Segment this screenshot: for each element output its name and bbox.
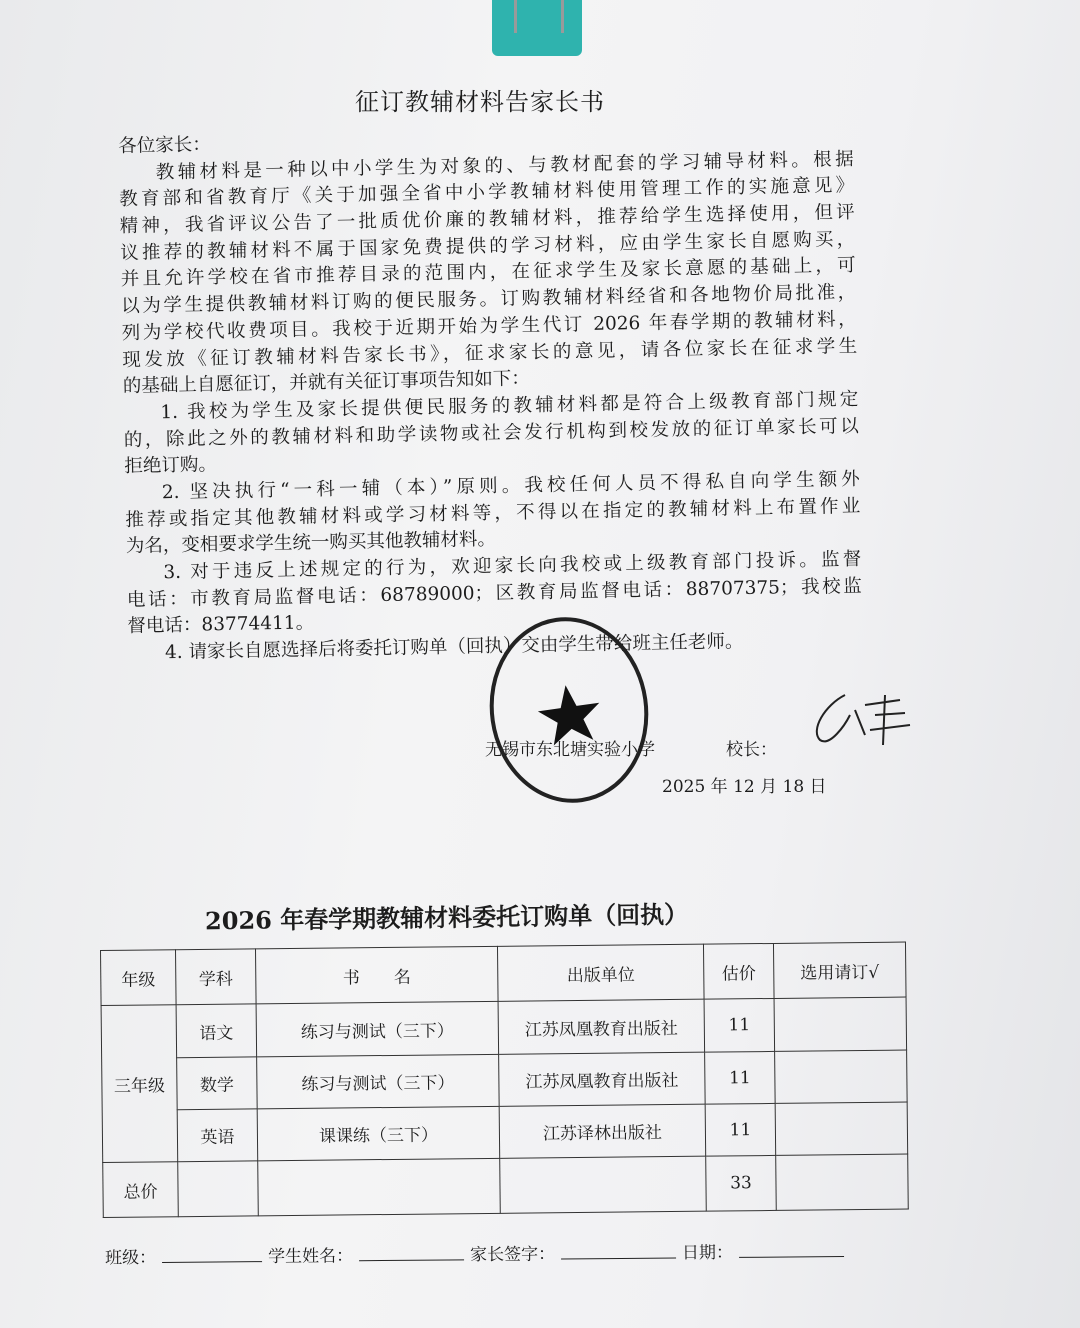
empty-cell [500,1156,707,1213]
header-select: 选用请订√ [773,942,906,998]
binder-clip [492,0,582,56]
letter-line: 精神，我省评议公告了一批质优价廉的教辅材料，推荐给学生选择使用，但评 [119,201,855,238]
date-label: 日期： [681,1242,734,1264]
letter-line: 议推荐的教辅材料不属于国家免费提供的学习材料，应由学生家长自愿购买， [120,228,856,264]
principal-label: 校长： [726,740,777,760]
student-name-field[interactable] [359,1240,464,1261]
letter-line: 电话：市教育局监督电话：68789000；区教育局监督电话：88707375；我校监 [126,575,863,611]
letter-line: 为名，变相要求学生统一购买其他教辅材料。 [125,529,497,558]
publisher-cell: 江苏凤凰教育出版社 [499,1052,706,1106]
letter-line: 推荐或指定其他教辅材料或学习材料等，不得以在指定的教辅材料上布置作业 [125,495,861,531]
price-cell: 11 [704,998,775,1052]
letter-line: 的，除此之外的教辅材料和助学读物或社会发行机构到校发放的征订单家长可以 [123,415,859,451]
letter-line: 教辅材料是一种以中小学生为对象的、与教材配套的学习辅导材料。根据 [155,148,854,183]
form-title: 2026 年春学期教辅材料委托订购单（回执） [204,899,689,936]
select-checkbox-cell[interactable] [775,1050,908,1103]
header-book: 书 名 [255,946,498,1004]
principal-signature [805,685,920,755]
letter-line: 的基础上自愿征订，并就有关征订事项告知如下： [122,368,530,398]
date-field[interactable] [739,1237,844,1258]
price-cell: 11 [705,1051,776,1104]
header-subject: 学科 [176,949,257,1005]
official-stamp [476,605,663,816]
publisher-cell: 江苏凤凰教育出版社 [498,999,705,1054]
publisher-cell: 江苏译林出版社 [499,1104,706,1158]
class-label: 班级： [104,1248,157,1269]
letter-line: 列为学校代收费项目。我校于近期开始为学生代订 2026 年春学期的教辅材料， [121,308,857,344]
subject-cell: 数学 [177,1057,258,1110]
letter-line: 并且允许学校在省市推荐目录的范围内，在征求学生及家长意愿的基础上，可 [120,255,856,291]
table-row [102,1050,908,1110]
letter-line: 4. 请家长自愿选择后将委托订购单（回执）交由学生带给班主任老师。 [164,631,744,664]
letter-line: 以为学生提供教辅材料订购的便民服务。订购教辅材料经省和各地物价局批准， [121,281,857,318]
letter-title: 征订教辅材料告家长书 [355,88,605,116]
order-table [100,942,909,1218]
letter-line: 1. 我校为学生及家长提供便民服务的教辅材料都是符合上级教育部门规定 [160,388,859,424]
empty-cell [776,1154,909,1210]
letter-line: 拒绝订购。 [124,454,218,478]
class-field[interactable] [162,1242,262,1263]
parent-signature-field[interactable] [561,1238,676,1259]
price-cell: 11 [705,1103,776,1156]
select-checkbox-cell[interactable] [775,1102,908,1155]
letter-line: 3. 对于违反上述规定的行为，欢迎家长向我校或上级教育部门投诉。监督 [163,548,862,584]
table-row [102,1102,908,1162]
empty-cell [178,1161,259,1217]
letter-line: 督电话：83774411。 [127,612,315,638]
header-price: 估价 [703,943,774,999]
letter-line: 现发放《征订教辅材料告家长书》，征求家长的意见，请各位家长在征求学生 [122,335,858,371]
header-grade: 年级 [101,950,177,1006]
empty-cell [258,1158,501,1216]
book-cell: 练习与测试（三下） [257,1054,500,1109]
subject-cell: 英语 [177,1109,258,1162]
book-cell: 课课练（三下） [257,1106,500,1161]
header-publisher: 出版单位 [497,944,704,1001]
select-checkbox-cell[interactable] [774,997,907,1051]
grade-cell: 三年级 [101,1005,178,1163]
total-label: 总价 [103,1162,179,1218]
subject-cell: 语文 [176,1004,257,1058]
table-header-row [101,942,907,1005]
total-price: 33 [706,1155,777,1211]
salutation: 各位家长： [118,134,211,157]
school-name: 无锡市东北塘实验小学 [485,740,655,760]
letter-line: 教育部和省教育厅《关于加强全省中小学教辅材料使用管理工作的实施意见》 [119,175,855,211]
parent-signature-label: 家长签字： [469,1244,556,1266]
table-row [101,997,907,1058]
student-name-label: 学生姓名： [267,1246,354,1268]
book-cell: 练习与测试（三下） [256,1001,499,1057]
letter-body [118,120,863,668]
letter-line: 2. 坚决执行“一科一辅（本）”原则。我校任何人员不得私自向学生额外 [161,468,860,504]
total-row [103,1154,909,1217]
letter-date: 2025 年 12 月 18 日 [662,777,827,797]
